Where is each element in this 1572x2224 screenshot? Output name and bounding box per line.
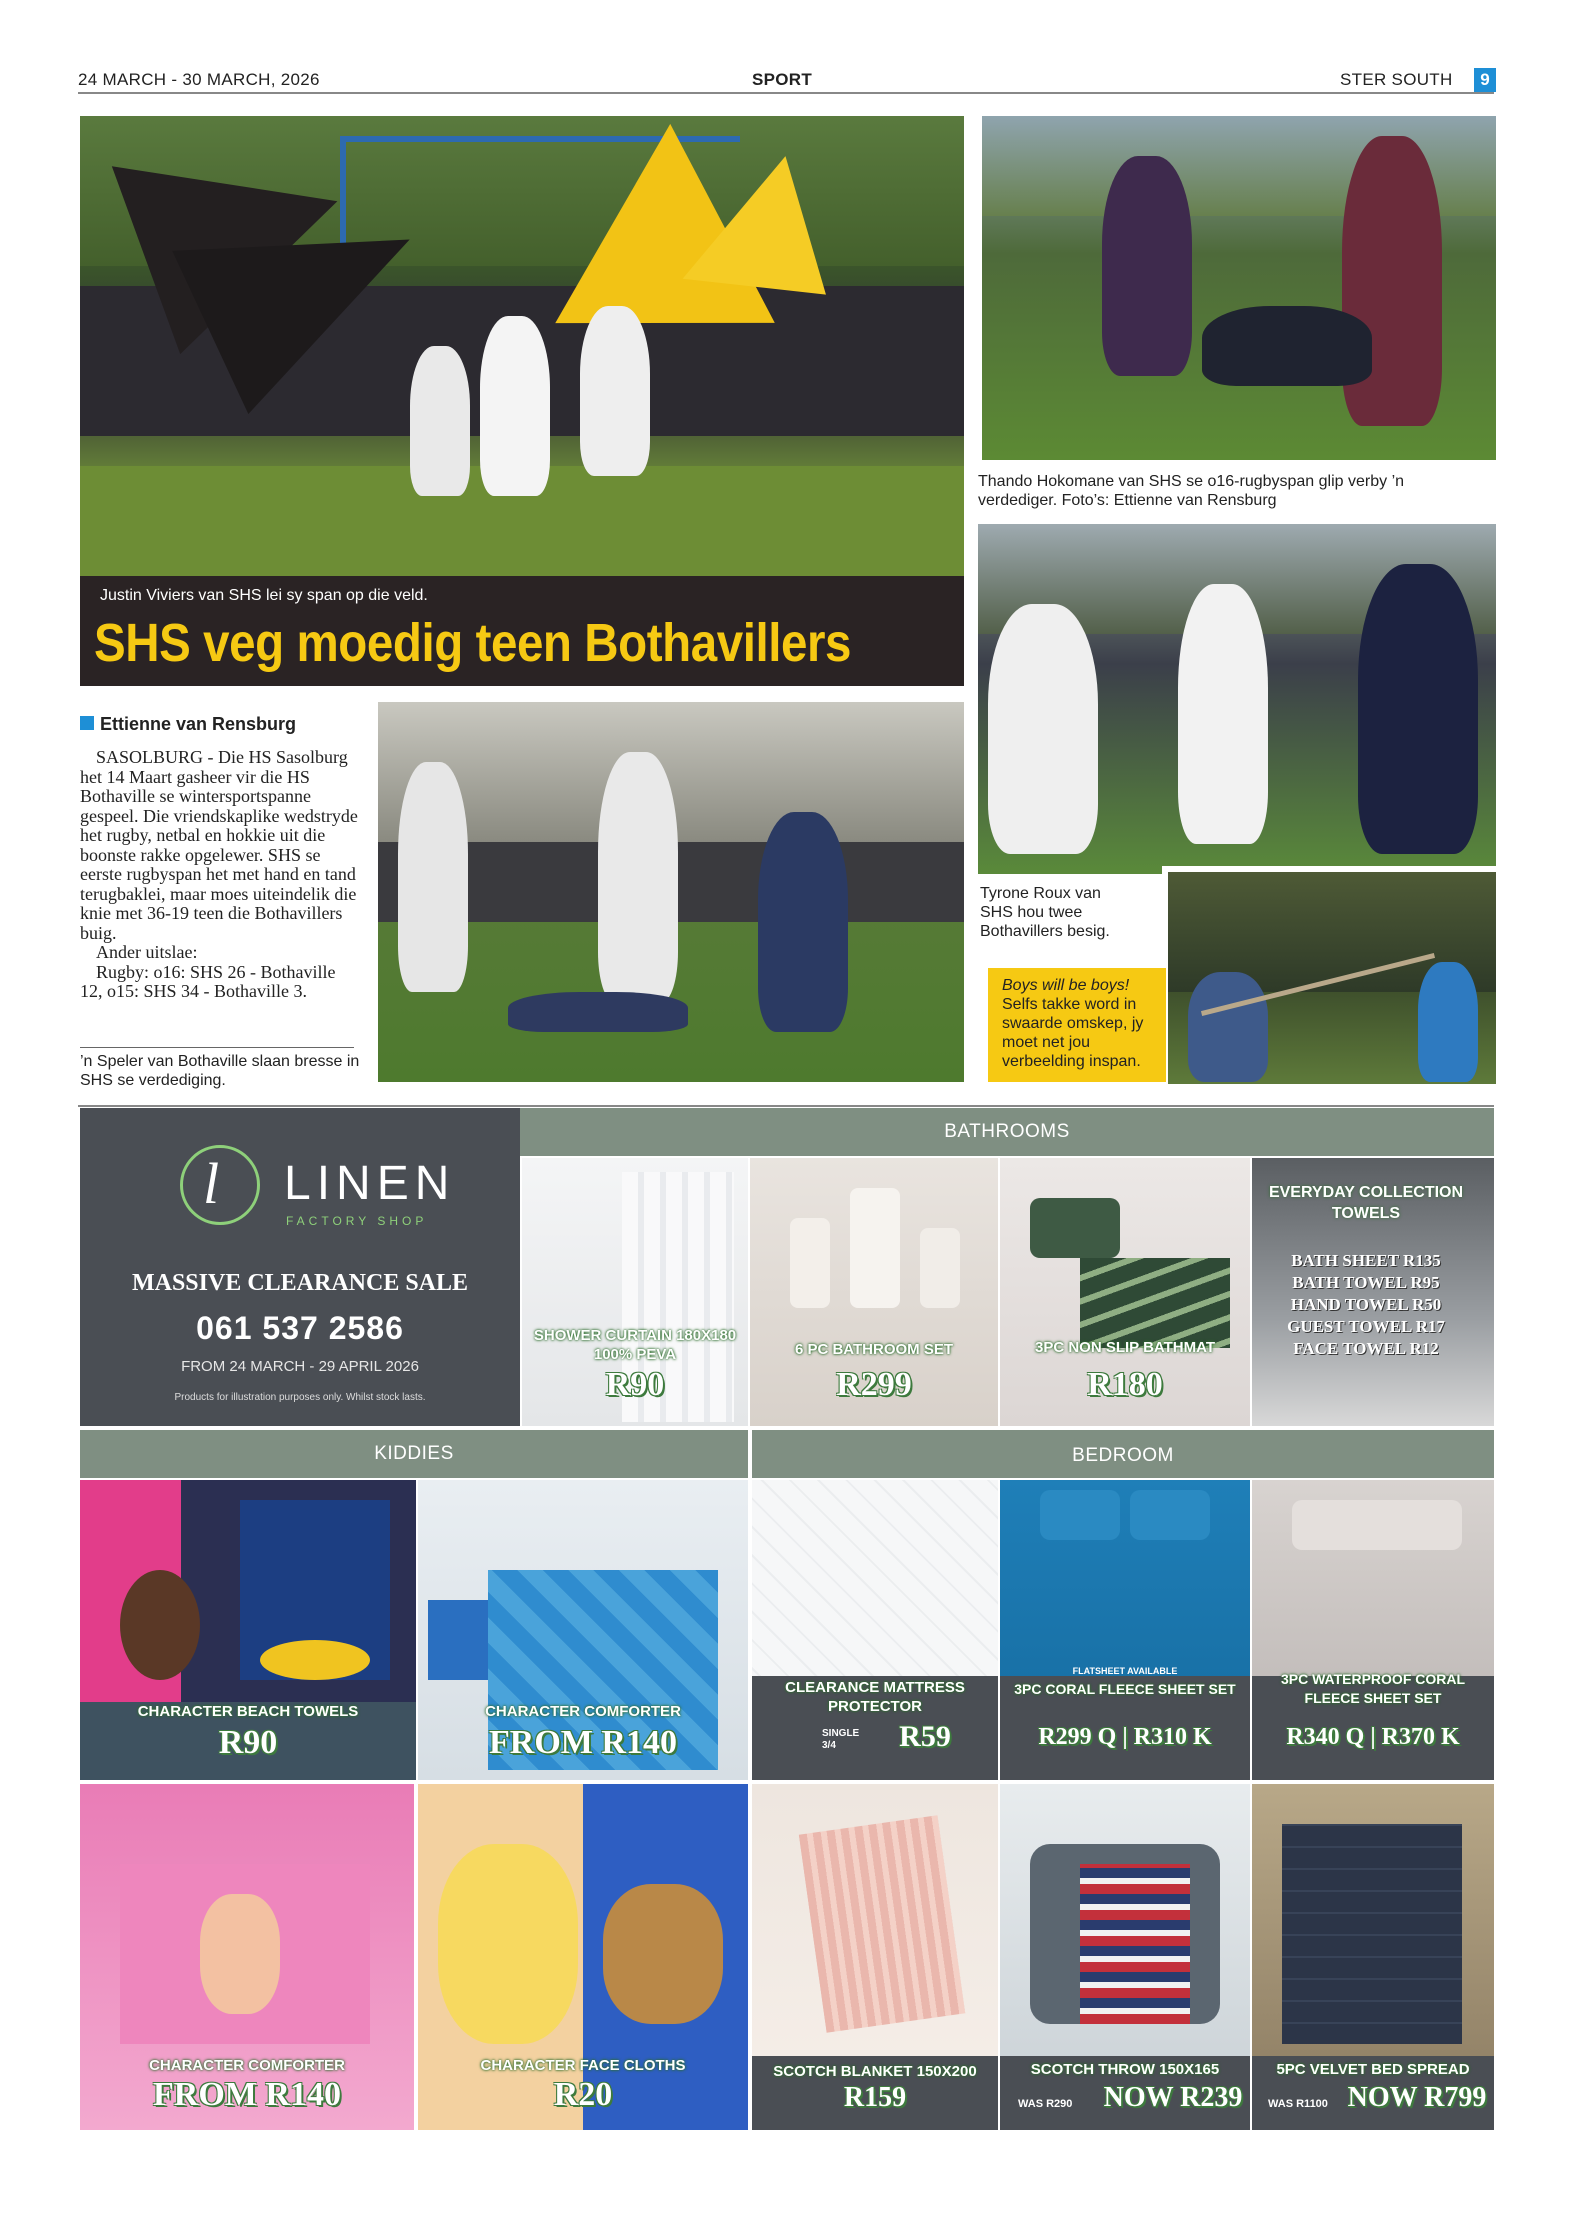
product-label: 5PC VELVET BED SPREAD [1276, 2061, 1470, 2078]
byline-marker [80, 716, 94, 730]
was-price: WAS R290 [1018, 2098, 1073, 2110]
product-label: 3PC WATERPROOF CORAL FLEECE SHEET SET [1280, 1671, 1466, 1706]
towels-price-list [1252, 1250, 1480, 1360]
tile-waterproof-fleece [1252, 1480, 1494, 1780]
tile-beach-towels [80, 1480, 416, 1780]
headline: SHS veg moedig teen Bothavillers [94, 613, 852, 673]
size-note: SINGLE 3/4 [822, 1728, 860, 1751]
tile-comforter-barbie [80, 1784, 414, 2130]
product-price: R299 [836, 1366, 912, 1403]
tackle-photo [378, 702, 964, 1082]
boys-info-box [988, 968, 1166, 1082]
product-price: R90 [605, 1366, 665, 1403]
product-price: R90 [218, 1724, 278, 1761]
phone-number: 061 537 2586 [196, 1310, 404, 1346]
section-rule [78, 1105, 1494, 1107]
byline: Ettienne van Rensburg [100, 714, 297, 734]
header-rule [78, 92, 1494, 94]
product-label: SCOTCH THROW 150X165 [1030, 2061, 1220, 2078]
product-label: SCOTCH BLANKET 150X200 [773, 2063, 977, 2080]
product-price: NOW R799 [1347, 2082, 1487, 2113]
caption-rule [80, 1047, 354, 1048]
hokomane-caption: Thando Hokomane van SHS se o16-rugbyspan glip verby ’n verdediger. Foto’s: Ettienne van Rensburg [978, 473, 1405, 509]
tile-face-cloths [418, 1784, 748, 2130]
product-label: CHARACTER COMFORTER [485, 1703, 681, 1720]
logo-circle [180, 1145, 260, 1225]
product-price: R340 Q | R370 K [1286, 1724, 1460, 1750]
bathrooms-bar: BATHROOMS [520, 1108, 1494, 1156]
product-price: R59 [899, 1720, 951, 1753]
tile-velvet-bedspread [1252, 1784, 1494, 2130]
product-price: FROM R140 [489, 1724, 677, 1761]
product-label: CHARACTER BEACH TOWELS [137, 1703, 359, 1720]
towel-item: HAND TOWEL R50 [1290, 1295, 1442, 1314]
boys-text: Selfs takke word in swaarde omskep, jy moet net jou verbeelding inspan. [1002, 996, 1144, 1070]
product-price: NOW R239 [1103, 2082, 1243, 2113]
roux-caption: Tyrone Roux van SHS hou twee Bothavillers besig. [980, 885, 1110, 940]
towel-item: FACE TOWEL R12 [1293, 1339, 1439, 1358]
product-label: CHARACTER COMFORTER [149, 2057, 345, 2074]
towel-item: GUEST TOWEL R17 [1287, 1317, 1445, 1336]
main-rugby-photo [80, 116, 964, 576]
product-price: R299 Q | R310 K [1038, 1724, 1212, 1750]
body-paragraph: Ander uitslae: [96, 942, 198, 962]
tile-bathmat [1000, 1158, 1250, 1426]
was-price: WAS R1100 [1268, 2098, 1328, 2110]
product-price: FROM R140 [153, 2076, 341, 2113]
product-label: 3PC NON SLIP BATHMAT [1034, 1339, 1215, 1356]
paper-name: STER SOUTH [1340, 70, 1453, 89]
tile-comforter-toystory [418, 1480, 748, 1780]
product-label: CLEARANCE MATTRESS PROTECTOR [785, 1679, 965, 1715]
body-paragraph: SASOLBURG - Die HS Sasolburg het 14 Maart gasheer vir die HS Bothaville se wintersportspanne gespeel. Die vriendskaplike wedstryde het rugby, netbal en hokkie uit die boonste rakke opgelewer. SHS se eerste rugbyspan het met hand en tand terugbaklei, maar moes uiteindelik die knie met 36-19 teen die Bothavillers buig. [80, 747, 358, 943]
brand-name: LINEN [284, 1157, 456, 1210]
tile-scotch-blanket [752, 1784, 998, 2130]
product-label: 3PC CORAL FLEECE SHEET SET [1014, 1681, 1236, 1697]
main-photo-caption: Justin Viviers van SHS lei sy span op die veld. [100, 587, 428, 604]
bedroom-bar: BEDROOM [752, 1430, 1494, 1478]
hokomane-photo [982, 116, 1496, 460]
article-body [80, 748, 358, 1002]
roux-photo [978, 524, 1496, 874]
body-paragraph: Rugby: o16: SHS 26 - Bothaville 12, o15: SHS 34 - Bothaville 3. [80, 961, 336, 1001]
tile-bathroom-set [750, 1158, 998, 1426]
flatsheet-note: FLATSHEET AVAILABLE [1072, 1666, 1178, 1676]
product-price: R180 [1087, 1366, 1163, 1403]
sale-title: MASSIVE CLEARANCE SALE [131, 1270, 469, 1296]
logo-letter: l [203, 1151, 220, 1216]
product-price: R159 [843, 2082, 907, 2113]
product-label: 6 PC BATHROOM SET [794, 1341, 954, 1358]
tile-coral-fleece [1000, 1480, 1250, 1780]
product-label: SHOWER CURTAIN 180X180 100% PEVA [533, 1327, 737, 1363]
towel-item: BATH SHEET R135 [1291, 1251, 1441, 1270]
disclaimer: Products for illustration purposes only. Whilst stock lasts. [174, 1392, 426, 1403]
boys-title: Boys will be boys! [1002, 977, 1130, 994]
tile-shower-curtain [522, 1158, 748, 1426]
side-photo-caption: ’n Speler van Bothaville slaan bresse in SHS se verdediging. [80, 1053, 360, 1089]
product-price: R20 [553, 2076, 613, 2113]
brand-sub: FACTORY SHOP [286, 1214, 428, 1228]
sale-dates: FROM 24 MARCH - 29 APRIL 2026 [181, 1358, 419, 1375]
boys-photo [1162, 866, 1496, 1084]
tile-mattress-protector [752, 1480, 998, 1780]
towel-item: BATH TOWEL R95 [1292, 1273, 1440, 1292]
page-number: 9 [1474, 68, 1496, 92]
product-label: CHARACTER FACE CLOTHS [480, 2057, 686, 2074]
tile-scotch-throw [1000, 1784, 1250, 2130]
towels-title: EVERYDAY COLLECTION TOWELS [1268, 1184, 1464, 1222]
kiddies-bar: KIDDIES [80, 1430, 748, 1478]
issue-date: 24 MARCH - 30 MARCH, 2026 [78, 70, 320, 89]
section-title: SPORT [752, 70, 813, 89]
